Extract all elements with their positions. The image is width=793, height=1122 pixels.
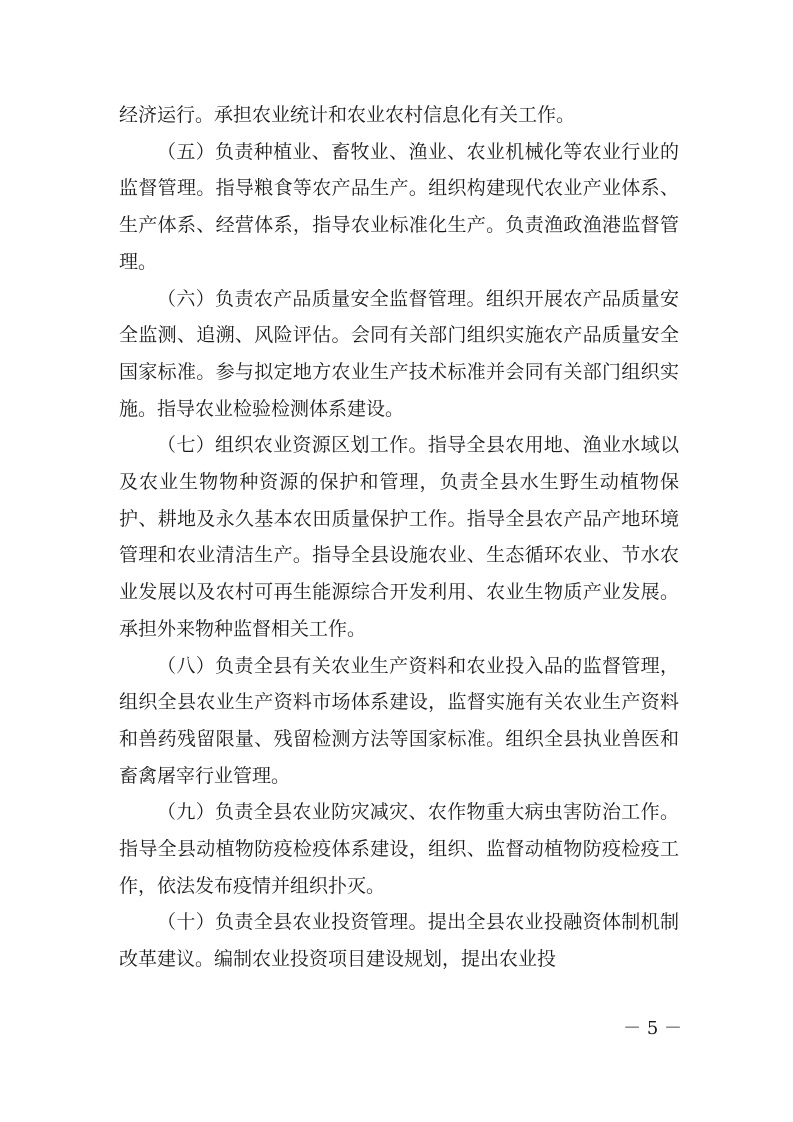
page-number: － 5 －	[623, 1018, 682, 1039]
paragraph-item-6: （六）负责农产品质量安全监督管理。组织开展农产品质量安全监测、追溯、风险评估。会同有关部门组织实施农产品质量安全国家标准。参与拟定地方农业生产技术标准并会同有关部门组织实施。指导农业检验检测体系建设。	[119, 287, 679, 420]
document-body	[119, 97, 679, 978]
paragraph-item-9: （九）负责全县农业防灾减灾、农作物重大病虫害防治工作。指导全县动植物防疫检疫体系建设，组织、监督动植物防疫检疫工作，依法发布疫情并组织扑灭。	[119, 801, 679, 897]
paragraph-item-5: （五）负责种植业、畜牧业、渔业、农业机械化等农业行业的监督管理。指导粮食等农产品生产。组织构建现代农业产业体系、生产体系、经营体系，指导农业标准化生产。负责渔政渔港监督管理。	[119, 140, 679, 273]
paragraph-continuation: 经济运行。承担农业统计和农业农村信息化有关工作。	[119, 104, 576, 126]
paragraph-item-7: （七）组织农业资源区划工作。指导全县农用地、渔业水域以及农业生物物种资源的保护和管理，负责全县水生野生动植物保护、耕地及永久基本农田质量保护工作。指导全县农产品产地环境管理和农业清洁生产。指导全县设施农业、生态循环农业、节水农业发展以及农村可再生能源综合开发利用、农业生物质产业发展。承担外来物种监督相关工作。	[119, 434, 679, 640]
paragraph-item-10: （十）负责全县农业投资管理。提出全县农业投融资体制机制改革建议。编制农业投资项目建设规划，提出农业投	[119, 911, 679, 971]
paragraph-item-8: （八）负责全县有关农业生产资料和农业投入品的监督管理，组织全县农业生产资料市场体系建设，监督实施有关农业生产资料和兽药残留限量、残留检测方法等国家标准。组织全县执业兽医和畜禽屠宰行业管理。	[119, 654, 679, 787]
